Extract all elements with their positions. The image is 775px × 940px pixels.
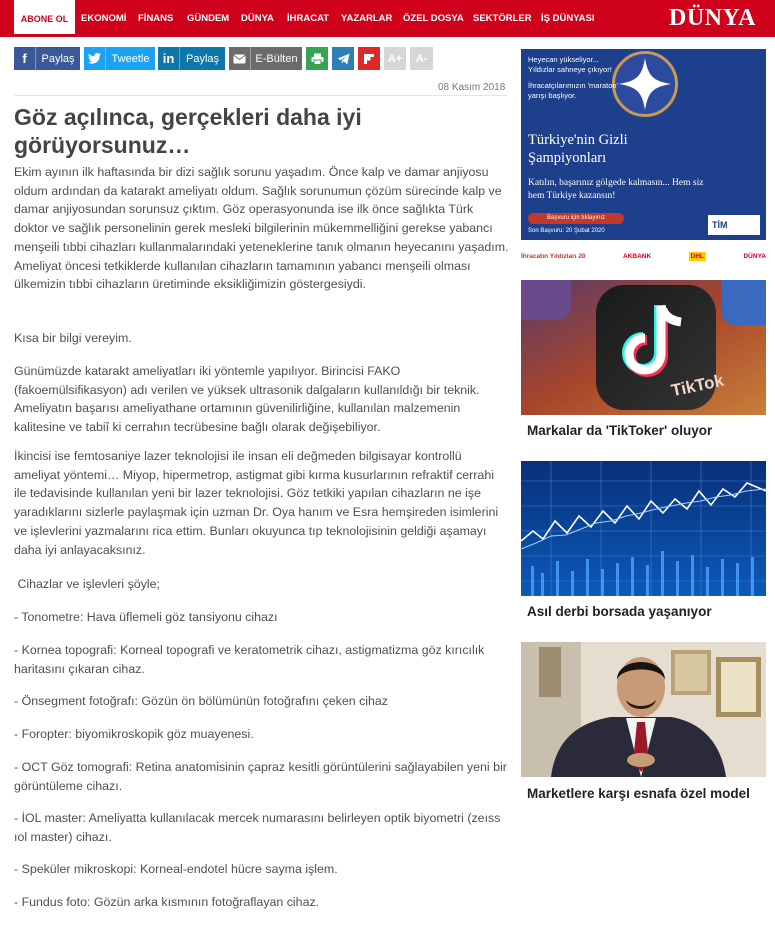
linkedin-share-label: Paylaş: [185, 52, 220, 65]
twitter-icon: [84, 47, 106, 70]
article-list-item: - Önsegment fotoğrafı: Gözün ön bölümünün fotoğrafını çeken cihaz: [14, 694, 389, 708]
article-date: 08 Kasım 2018: [438, 82, 506, 93]
news-image-portrait[interactable]: [521, 642, 766, 777]
twitter-share-button[interactable]: [84, 47, 155, 70]
ebulten-label: E-Bülten: [255, 52, 298, 65]
article-list-item: - Foropter: biyomikroskopik göz muayenesi.: [14, 727, 254, 741]
ad-apply-button[interactable]: Başvuru için tıklayınız: [528, 213, 624, 224]
font-decrease-button[interactable]: A-: [410, 47, 433, 70]
envelope-icon: [229, 47, 251, 70]
ad-deadline: Son Başvuru: 20 Şubat 2020: [528, 228, 605, 234]
nav-item-ekonomi[interactable]: EKONOMİ: [81, 13, 127, 24]
news-caption-esnaf[interactable]: Marketlere karşı esnafa özel model: [527, 786, 750, 801]
article-list-item: - Kornea topografi: Korneal topografi ve keratometrik cihazı, astigmatizma göz kırıcılık haritasını çıkaran cihaz.: [14, 643, 485, 676]
print-button[interactable]: [306, 47, 328, 70]
article-paragraph: Kısa bir bilgi vereyim.: [14, 331, 132, 345]
article-paragraph: İkincisi ise femtosaniye lazer teknolojisi ile insan eli değmeden bilgisayar kontrollü ameliyat yöntemi… Miyop, hipermetrop, astigmat gibi kırma kusurlarının refraktif cerrahi ile tedavisinde kullanılan yeni bir lazer teknolojisi. Göz tetkiki yapılan cihazların ne işe yaradıklarını sizlerle paylaşmak için uzman Dr. Oya hanım ve Esra hemşireden isimlerini ve işlevlerini yazmalarını rica ettim. Bunları okuyunca tıp teknolojisinin geldiği aşamayı daha iyi anlayacaksınız.: [14, 449, 499, 557]
news-image-tiktok[interactable]: [521, 280, 766, 415]
telegram-share-button[interactable]: [332, 47, 354, 70]
nav-item-sektorler[interactable]: SEKTÖRLER: [473, 13, 532, 24]
top-navigation: [0, 0, 775, 37]
telegram-icon: [337, 53, 350, 65]
news-caption-tiktok[interactable]: Markalar da 'TikToker' oluyor: [527, 423, 713, 438]
sponsor-akbank: AKBANK: [623, 252, 652, 260]
twitter-share-label: Tweetle: [111, 52, 150, 65]
advertisement-banner[interactable]: [521, 49, 766, 240]
sponsor-ihracatin-yildizlari: İhracatın Yıldızları 20: [521, 252, 586, 260]
ad-line1: Heyecan yükseliyor... Yıldızlar sahneye çıkıyor!: [528, 55, 612, 74]
nav-item-dunya[interactable]: DÜNYA: [241, 13, 274, 24]
nav-item-ozel-dosya[interactable]: ÖZEL DOSYA: [403, 13, 464, 24]
sponsor-dunya: DÜNYA: [743, 252, 766, 260]
linkedin-share-button[interactable]: [158, 47, 225, 70]
article-list-item: - OCT Göz tomografi: Retina anatomisinin çapraz kesitli görüntülerini sağlayabilen yeni bir görüntüleme cihazı.: [14, 760, 507, 793]
article-list-item: - Speküler mikroskopi: Korneal-endotel hücre sayma işlem.: [14, 862, 338, 876]
article-list-item: - Tonometre: Hava üflemeli göz tansiyonu cihazı: [14, 610, 278, 624]
facebook-share-button[interactable]: [14, 47, 80, 70]
article-paragraph: Ekim ayının ilk haftasında bir dizi sağlık sorunu yaşadım. Önce kalp ve damar anjiyosu oldum ardından da katarakt ameliyatı oldum. Sağlık sorunumun çözüm sürecinde kalp ve damar anjiyosundan sorunsuz çıktım. Göz operasyonunda ise ilk önce sağlıkta Türk doktor ve sağlık personelinin gerek mesleki bilgilerinin mükemmelliğini gerekse yabancı menşeili tıbbi cihazları kullanmalarındaki yeteneklerine tanık olmanın heyecanını yaşadım. Ameliyat öncesi tetkiklerde kullanılan cihazların tamamının yabancı menşeili olması ülkemizin tıbbi cihazların üretiminde eksikliğimizin göstergesiydi.: [14, 165, 509, 292]
font-increase-button[interactable]: A+: [384, 47, 406, 70]
divider: [14, 95, 507, 96]
subscribe-link[interactable]: ABONE OL: [14, 0, 75, 37]
nav-item-gundem[interactable]: GÜNDEM: [187, 13, 230, 24]
ad-headline: Türkiye'nin Gizli Şampiyonları: [528, 132, 628, 166]
linkedin-icon: in: [158, 47, 180, 70]
star-emblem: [612, 51, 678, 117]
sponsor-dhl: DHL: [690, 252, 705, 260]
flipboard-icon: [363, 53, 375, 65]
article-paragraph: Günümüzde katarakt ameliyatları iki yöntemle yapılıyor. Birincisi FAKO (fakoemülsifikasyon) adı verilen ve yüksek ultrasonik dalgaların kullanıldığı bir teknik. Ameliyatın başarısı ameliyathane ortamının güvenilirliğine, kullanılan malzemenin kalitesine ve tabiî ki cerrahın tecrübesine bağlı olarak değişebiliyor.: [14, 364, 480, 435]
tiktok-image-label: TikTok: [669, 370, 726, 401]
article-list-item: - İOL master: Ameliyatta kullanılacak mercek numarasını belirleyen optik biyometri (zeıss ıol master) cihazı.: [14, 811, 501, 844]
site-logo[interactable]: DÜNYA: [669, 5, 756, 31]
tim-logo: TİM: [708, 215, 760, 235]
article-list-item: - Fundus foto: Gözün arka kısmının fotoğraflayan cihaz.: [14, 895, 320, 909]
sponsor-strip: [521, 243, 766, 269]
news-image-stock-chart[interactable]: [521, 461, 766, 596]
flipboard-share-button[interactable]: [358, 47, 380, 70]
facebook-share-label: Paylaş: [41, 52, 75, 65]
ad-subtext: Katılın, başarınız gölgede kalmasın... Hem siz hem Türkiye kazansın!: [528, 178, 704, 201]
nav-item-is-dunyasi[interactable]: İŞ DÜNYASI: [541, 13, 595, 24]
article-title: Göz açılınca, gerçekleri daha iyi görüyorsunuz…: [14, 104, 362, 158]
printer-icon: [311, 53, 324, 65]
ebulten-button[interactable]: [229, 47, 302, 70]
article-paragraph: Cihazlar ve işlevleri şöyle;: [14, 577, 160, 591]
nav-item-yazarlar[interactable]: YAZARLAR: [341, 13, 393, 24]
ad-line2: İhracatçılarımızın 'maraton' yarışı başlıyor.: [528, 81, 618, 100]
nav-item-finans[interactable]: FİNANS: [138, 13, 174, 24]
news-caption-borsa[interactable]: Asıl derbi borsada yaşanıyor: [527, 604, 712, 619]
facebook-icon: f: [14, 47, 36, 70]
nav-item-ihracat[interactable]: İHRACAT: [287, 13, 330, 24]
